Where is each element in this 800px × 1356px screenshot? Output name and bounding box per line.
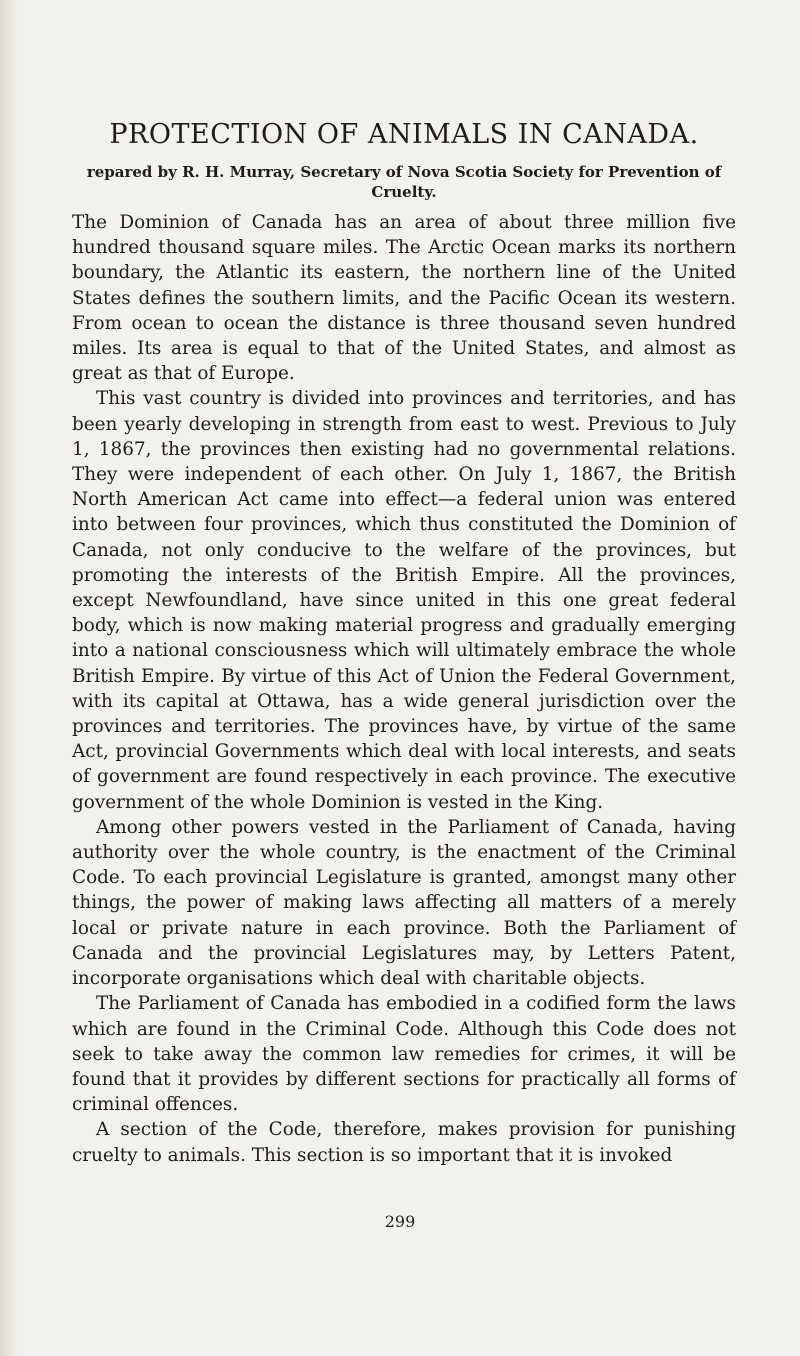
- paragraph-2: This vast country is divided into provinces and territories, and has been yearly developing in strength from east to west. Previous to July 1, 1867, the provinces then existing had no governmental relations. They were independent of each other. On July 1, 1867, the British North American Act came into effect—a federal union was entered into between four provinces, which thus constituted the Dominion of Canada, not only conducive to the welfare of the provinces, but promoting the interests of the British Empire. All the provinces, except Newfoundland, have since united in this one great federal body, which is now making material progress and gradually emerging into a national consciousness which will ultimately embrace the whole British Empire. By virtue of this Act of Union the Federal Government, with its capital at Ottawa, has a wide general jurisdiction over the provinces and territories. The provinces have, by virtue of the same Act, provincial Governments which deal with local interests, and seats of government are found respectively in each province. The executive government of the whole Dominion is vested in the King.: [72, 388, 736, 813]
- paragraph-5: A section of the Code, therefore, makes provision for punishing cruelty to animals. This section is so important that it is invoked: [72, 1119, 736, 1166]
- page-number: 299: [384, 1212, 416, 1231]
- paragraph-3: Among other powers vested in the Parliament of Canada, having authority over the whole country, is the enactment of the Criminal Code. To each provincial Legislature is granted, amongst many other things, the power of making laws affecting all matters of a merely local or private nature in each province. Both the Parliament of Canada and the provincial Legislatures may, by Letters Patent, incorporate organisations which deal with charitable objects.: [72, 816, 736, 990]
- page-title: PROTECTION OF ANIMALS IN CANADA.: [109, 119, 699, 150]
- paragraph-4: The Parliament of Canada has embodied in a codified form the laws which are found in the Criminal Code. Although this Code does not seek to take away the common law remedies for crimes, it will be found that it provides by different sections for practically all forms of criminal offences.: [72, 993, 736, 1116]
- page-edge-shadow: [0, 0, 18, 1356]
- author-byline: repared by R. H. Murray, Secretary of Nova Scotia Society for Prevention of Cruelty.: [86, 163, 722, 201]
- paragraph-1: The Dominion of Canada has an area of about three million five hundred thousand square miles. The Arctic Ocean marks its northern boundary, the Atlantic its eastern, the northern line of the United States defines the southern limits, and the Pacific Ocean its western. From ocean to ocean the distance is three thousand seven hundred miles. Its area is equal to that of the United States, and almost as great as that of Europe.: [72, 212, 736, 385]
- body-text: [72, 210, 736, 1168]
